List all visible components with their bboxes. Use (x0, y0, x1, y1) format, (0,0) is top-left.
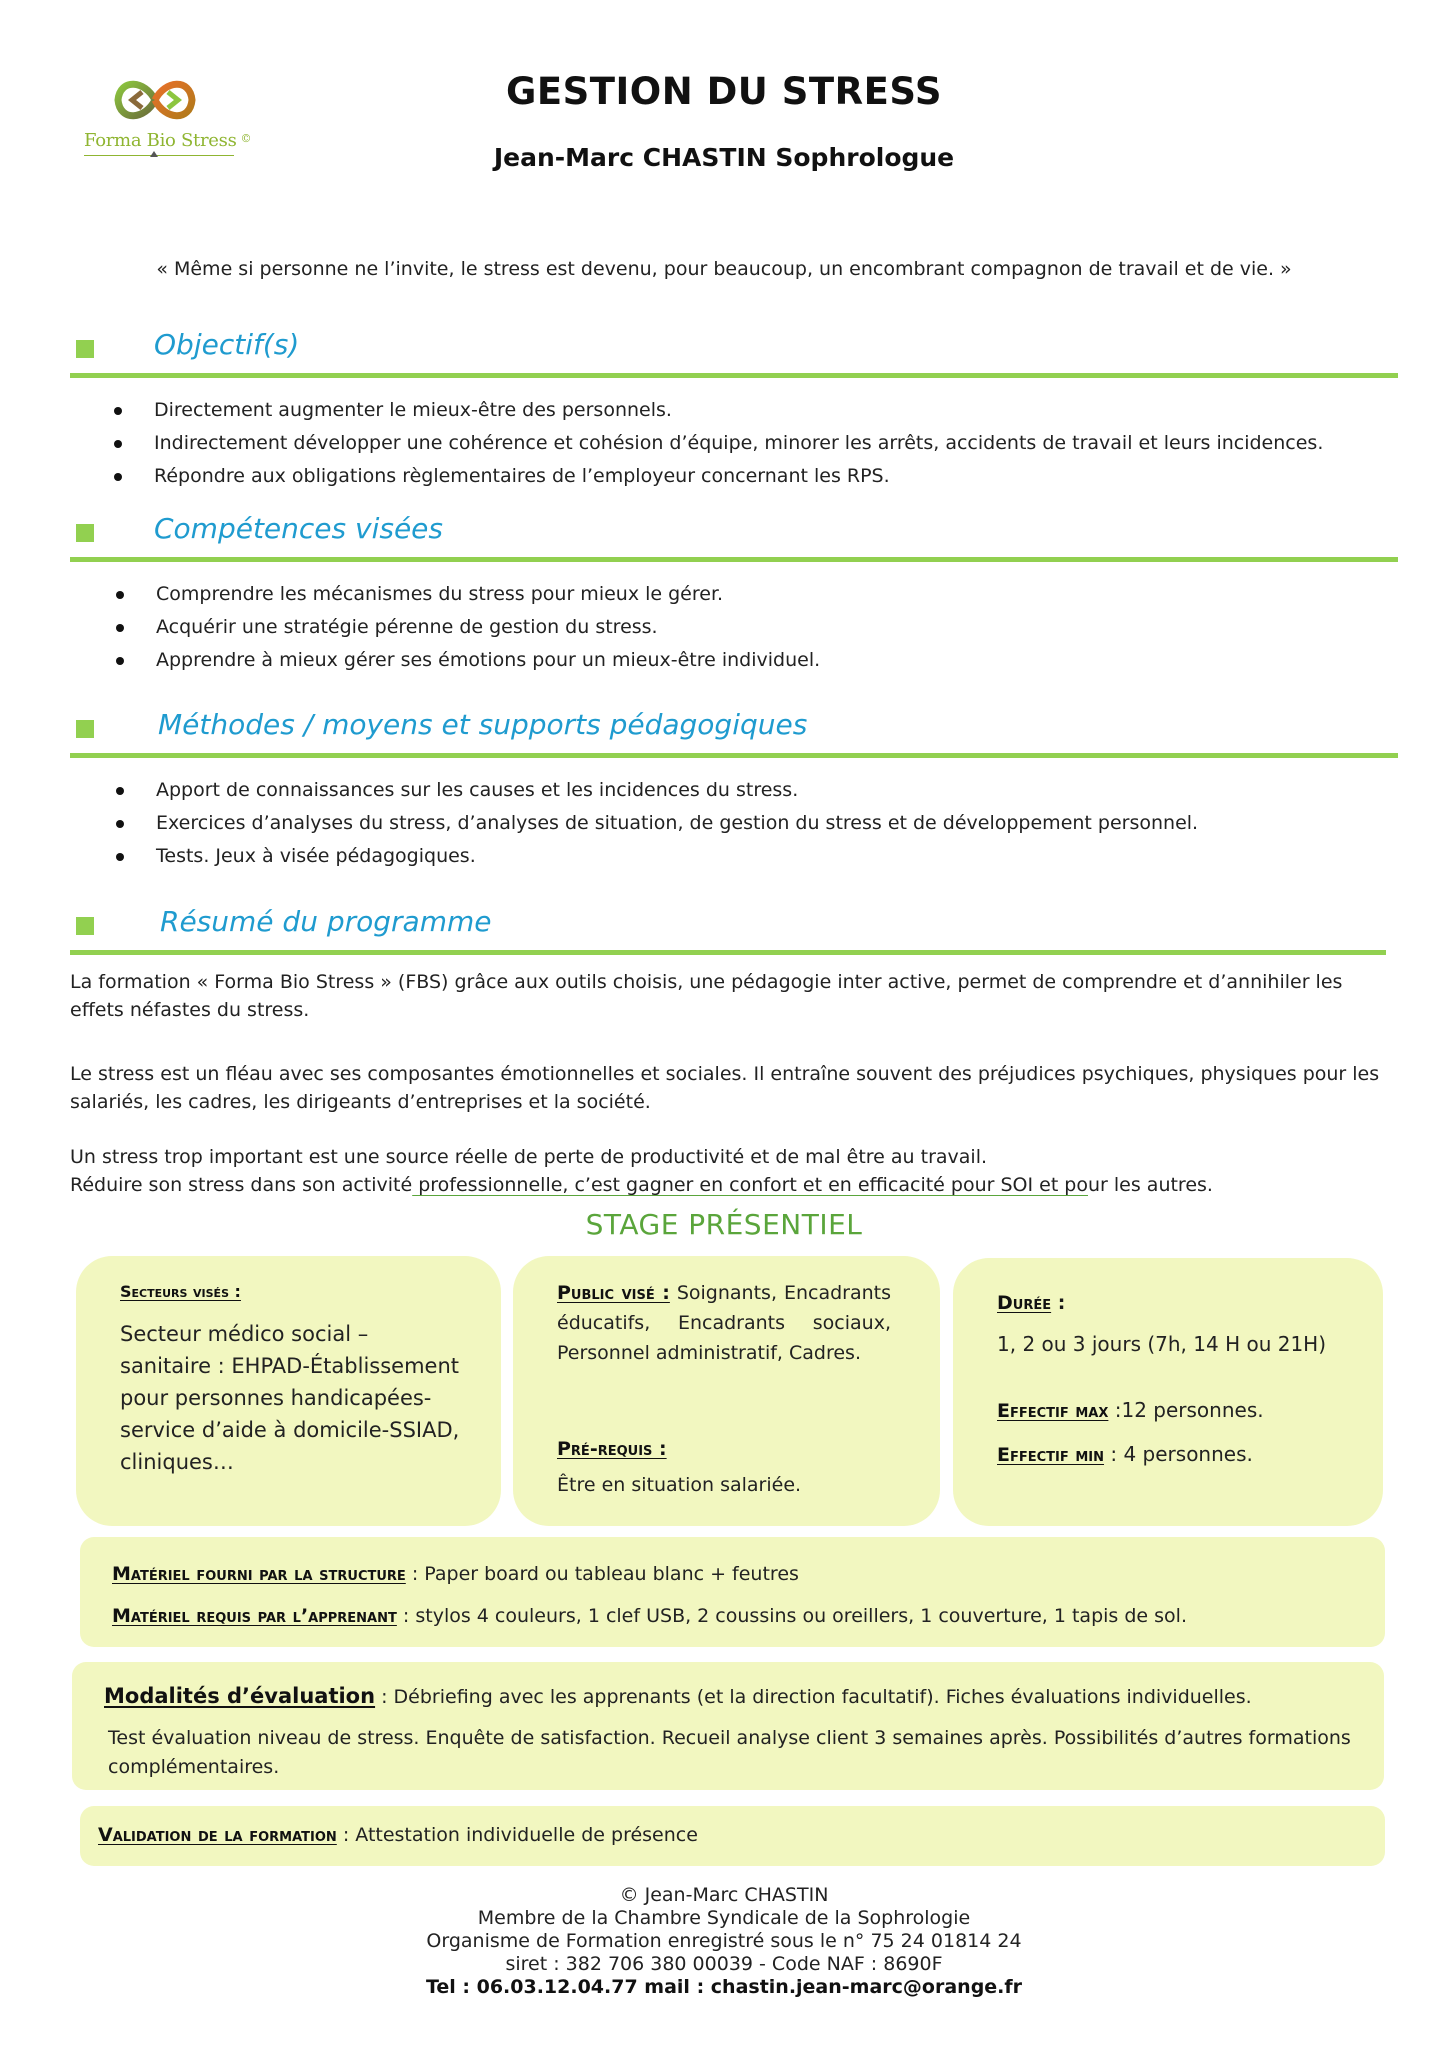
materiel-fourni: Matériel fourni par la structure : Paper board ou tableau blanc + feutres (112, 1563, 799, 1585)
list-item: Acquérir une stratégie pérenne de gestion du stress. (116, 611, 820, 644)
intro-quote: « Même si personne ne l’invite, le stress est devenu, pour beaucoup, un encombrant compagnon de travail et de vie. » (156, 258, 1292, 280)
section-heading-resume (70, 905, 1386, 955)
square-bullet-icon (76, 340, 94, 358)
effectif-min: Effectif min : 4 personnes. (997, 1442, 1253, 1466)
square-bullet-icon (76, 917, 94, 935)
effectif-max: Effectif max :12 personnes. (997, 1398, 1264, 1422)
section-title: Compétences visées (154, 512, 443, 545)
footer-membership: Membre de la Chambre Syndicale de la Sophrologie (477, 1907, 971, 1929)
section-heading-competences (70, 512, 1398, 562)
objectifs-list (114, 394, 1323, 493)
card-public (513, 1256, 940, 1526)
card-label: Secteurs visés : (120, 1282, 241, 1301)
footer-registration: Organisme de Formation enregistré sous le n° 75 24 01814 24 (426, 1930, 1022, 1952)
card-label: Durée (997, 1292, 1052, 1314)
summary-paragraph-4: Réduire son stress dans son activité professionnelle, c’est gagner en confort et en efficacité pour SOI et pour les autres. (70, 1174, 1213, 1196)
logo-text: Forma Bio Stress © (84, 130, 252, 151)
square-bullet-icon (76, 720, 94, 738)
duree-text: 1, 2 ou 3 jours (7h, 14 H ou 21H) (997, 1332, 1327, 1356)
materiel-requis: Matériel requis par l’apprenant : stylos 4 couleurs, 1 clef USB, 2 coussins ou oreillers, 1 couverture, 1 tapis de sol. (112, 1605, 1187, 1627)
list-item: Apport de connaissances sur les causes et les incidences du stress. (116, 774, 1198, 807)
list-item: Comprendre les mécanismes du stress pour mieux le gérer. (116, 578, 820, 611)
copyright-icon: © (240, 132, 252, 145)
section-title: Objectif(s) (154, 328, 300, 361)
list-item: Indirectement développer une cohérence et cohésion d’équipe, minorer les arrêts, accidents de travail et leurs incidences. (114, 427, 1323, 460)
card-secteurs (76, 1256, 501, 1526)
evaluation-line-1: Modalités d’évaluation : Débriefing avec les apprenants (et la direction facultatif). Fiches évaluations individuelles. (104, 1684, 1252, 1708)
validation-line: Validation de la formation : Attestation individuelle de présence (98, 1824, 698, 1846)
footer-contact: Tel : 06.03.12.04.77 mail : chastin.jean-marc@orange.fr (425, 1976, 1023, 1998)
section-heading-objectifs (70, 328, 1398, 378)
evaluation-line-2: Test évaluation niveau de stress. Enquête de satisfaction. Recueil analyse client 3 semaines après. Possibilités d’autres formations complémentaires. (108, 1727, 1351, 1778)
methodes-list (116, 774, 1198, 873)
footer-copyright: © Jean-Marc CHASTIN (619, 1884, 829, 1906)
summary-paragraph-3: Un stress trop important est une source réelle de perte de productivité et de mal être au travail. (70, 1146, 988, 1168)
section-heading-methodes (70, 708, 1398, 758)
duree-heading: Durée : (997, 1292, 1066, 1314)
page-title: GESTION DU STRESS (505, 70, 943, 113)
prereq-text: Être en situation salariée. (557, 1474, 802, 1496)
summary-paragraph-2: Le stress est un fléau avec ses composantes émotionnelles et sociales. Il entraîne souvent des préjudices psychiques, physiques pour les salariés, les cadres, les dirigeants d’entreprises et la société. (70, 1063, 1380, 1113)
underlined-text: professionnelle, c’est gagner en confort et en efficacité pour SOI et po (412, 1174, 1088, 1196)
summary-paragraph-1: La formation « Forma Bio Stress » (FBS) grâce aux outils choisis, une pédagogie inter active, permet de comprendre et d’annihiler les effets néfastes du stress. (70, 971, 1343, 1021)
page-subtitle: Jean-Marc CHASTIN Sophrologue (493, 143, 955, 172)
list-item: Tests. Jeux à visée pédagogiques. (116, 840, 1198, 873)
evaluation-band (72, 1662, 1384, 1790)
card-label: Public visé : (557, 1282, 670, 1304)
materiel-band (80, 1537, 1385, 1647)
list-item: Directement augmenter le mieux-être des personnels. (114, 394, 1323, 427)
card-text: Secteur médico social – sanitaire : EHPAD-Établissement pour personnes handicapées-service d’aide à domicile-SSIAD, cliniques… (120, 1322, 460, 1474)
section-title: Résumé du programme (160, 905, 492, 938)
stage-title: STAGE PRÉSENTIEL (585, 1208, 863, 1241)
list-item: Apprendre à mieux gérer ses émotions pour un mieux-être individuel. (116, 644, 820, 677)
section-title: Méthodes / moyens et supports pédagogiques (158, 708, 808, 741)
competences-list (116, 578, 820, 677)
validation-band (80, 1806, 1385, 1866)
card-text: Soignants, Encadrants éducatifs, Encadrants sociaux, Personnel administratif, Cadres. (557, 1282, 891, 1364)
prereq-label: Pré-requis : (557, 1438, 667, 1460)
card-duree (953, 1258, 1383, 1526)
list-item: Répondre aux obligations règlementaires de l’employeur concernant les RPS. (114, 460, 1323, 493)
square-bullet-icon (76, 524, 94, 542)
footer-siret: siret : 382 706 380 00039 - Code NAF : 8690F (505, 1953, 943, 1975)
list-item: Exercices d’analyses du stress, d’analyses de situation, de gestion du stress et de développement personnel. (116, 807, 1198, 840)
public-block (557, 1278, 891, 1368)
footer (0, 1884, 1448, 1999)
